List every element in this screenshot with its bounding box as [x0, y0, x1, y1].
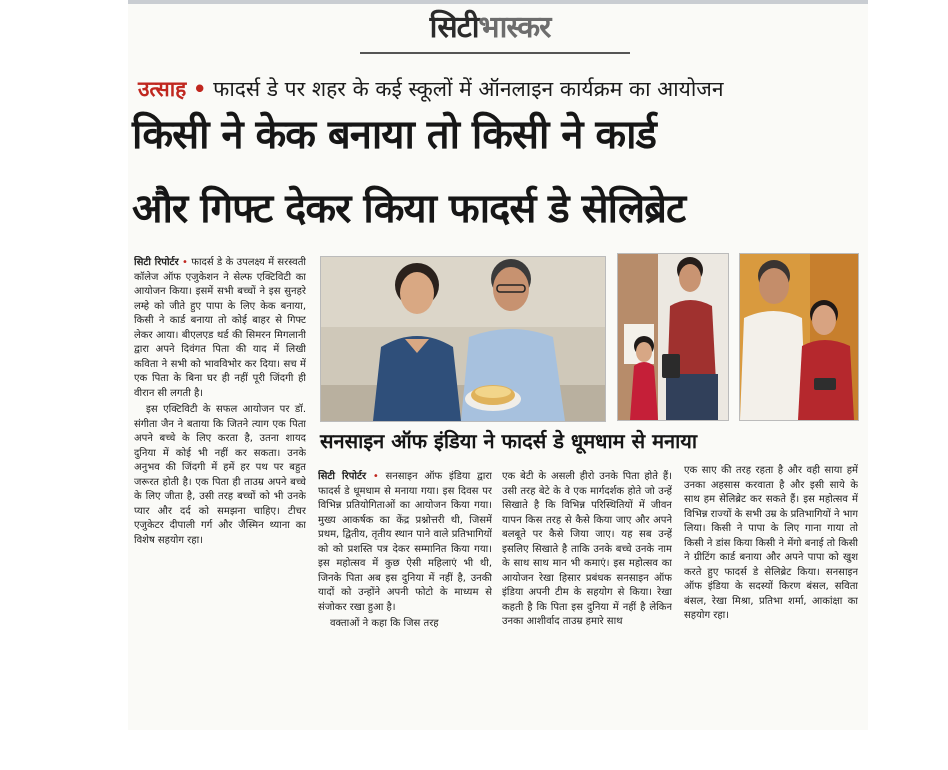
kicker-text: फादर्स डे पर शहर के कई स्कूलों में ऑनलाइन कार्यक्रम का आयोजन: [213, 77, 724, 101]
story2-column3: [684, 464, 858, 720]
kicker-tag: उत्साह: [138, 77, 187, 101]
kicker: [138, 74, 858, 104]
story1-byline-bullet: •: [182, 257, 188, 268]
photo-father-daughter-illustration: [740, 254, 858, 420]
masthead: [360, 8, 620, 48]
kicker-bullet: •: [193, 77, 207, 101]
page-top-strip: [128, 0, 868, 4]
masthead-part1: सिटी: [429, 10, 479, 45]
story2-byline: सिटी रिपोर्टर: [318, 471, 367, 482]
story2-headline: सनसाइन ऑफ इंडिया ने फादर्स डे धूमधाम से मनाया: [320, 429, 698, 453]
masthead-rule: [360, 52, 630, 54]
story1-p1-text: फादर्स डे के उपलक्ष्य में सरस्वती कॉलेज ऑफ एजुकेशन ने सेल्फ एक्टिविटी का आयोजन किया। इसमें सभी बच्चों ने इस सुनहरे लम्हे को जीते हुए पापा के लिए केक बनाया, किसी ने कार्ड बनाया तो कोई बाहर से गिफ्ट लेकर आया। बीएलएड थर्ड की सिमरन मिगलानी द्वारा अपने दिवंगत पिता की याद में लिखी कविता ने सभी को भावविभोर कर दिया। सच में एक पिता के बिना घर ही नहीं पूरी जिंदगी ही वीरान सी लगती है।: [134, 257, 306, 399]
story2-byline-bullet: •: [372, 471, 379, 482]
photo-father-child: [617, 253, 729, 421]
headline-line1: किसी ने केक बनाया तो किसी ने कार्ड: [132, 112, 656, 158]
headline-line2: और गिफ्ट देकर किया फादर्स डे सेलिब्रेट: [132, 186, 686, 232]
story2-col2-text: एक बेटी के असली हीरो उनके पिता होते हैं। उसी तरह बेटे के वे एक मार्गदर्शक होते जो उन्हें सिखाते है कि विभिन्न परिस्थितियों में जीवन यापन किस तरह से कैसे किया जाए और अपने बलबूते पर कैसे जिया जाए। यह सब उन्हें इसलिए सिखाते है ताकि उनके बच्चे उनके नाम के साथ साथ मान भी कमाएं। इस महोत्सव का आयोजन रेखा हिसार प्रबंधक सनसाइन ऑफ इंडिया अपनी टीम के सहयोग से किया। रेखा कहती है कि पिता इस दुनिया में नहीं है लेकिन उनका आशीर्वाद ताउम्र हमारे साथ: [502, 471, 672, 627]
story1-byline: सिटी रिपोर्टर: [134, 257, 179, 268]
story1-paragraph2: इस एक्टिविटी के सफल आयोजन पर डॉ. संगीता जैन ने बताया कि जितने त्याग एक पिता अपने बच्चे के लिए करता है, उतना शायद दुनिया में कोई भी नहीं कर सकता। उनके अनुभव की जिंदगी में हमें हर पथ पर बहुत जरूरत होती है। एक पिता ही ताउम्र अपने बच्चे के लिए जीता है, उसी तरह बच्चों को भी उनके प्यार और दर्द को समझना चाहिए। टीचर एजुकेटर दीपाली गर्ग और जैस्मिन थ्याना का विशेष सहयोग रहा।: [134, 404, 306, 546]
photo-cake-celebration: [320, 256, 606, 422]
photo-cake-illustration: [321, 257, 605, 421]
photo-father-child-illustration: [618, 254, 728, 420]
story2-col3-text: एक साए की तरह रहता है और वही साया हमें उनका अहसास करवाता है और इसी साये के साथ हम सेलिब्रेट कर सकते हैं। इस महोत्सव में विभिन्न राज्यों के सभी उम्र के प्रतिभागियों ने भाग लिया। किसी ने पापा के लिए गाना गाया तो किसी ने डांस किया किसी ने मेंगो बनाई तो किसी ने ग्रीटिंग कार्ड बनाया और अपने पापा को खुश करते हुए फादर्स डे सेलिब्रेट किया। सनसाइन ऑफ इंडिया के सदस्यों किरण बंसल, सविता बंसल, रेखा मिश्रा, प्रतिभा शर्मा, आकांक्षा का सहयोग रहा।: [684, 465, 858, 621]
story2-paragraph2: वक्ताओं ने कहा कि जिस तरह: [330, 618, 439, 629]
story2-column2: [502, 470, 672, 720]
story1-column: [134, 256, 306, 718]
photo-father-daughter: [739, 253, 859, 421]
masthead-part2: भास्कर: [478, 10, 551, 45]
story2-column1: [318, 470, 492, 720]
story2-paragraph1: [318, 470, 492, 615]
story2-col1-text: सनसाइन ऑफ इंडिया द्वारा फादर्स डे धूमधाम से मनाया गया। इस दिवस पर विभिन्न प्रतियोगिताओं का आयोजन किया गया। मुख्य आकर्षक का केंद्र प्रश्नोत्तरी थी, जिसमें प्रथम, द्वितीय, तृतीय स्थान पाने वाले प्रतिभागियों को को प्रशस्ति पत्र देकर सम्मानित किया गया। इस महोत्सव में कुछ ऐसी महिलाएं भी थी, जिनके पिता अब इस दुनिया में नहीं है, उनकी यादों को उन्होंने अपनी फोटो के माध्यम से संजोकर रखा हुआ है।: [318, 471, 492, 613]
story1-paragraph1: [134, 256, 306, 401]
